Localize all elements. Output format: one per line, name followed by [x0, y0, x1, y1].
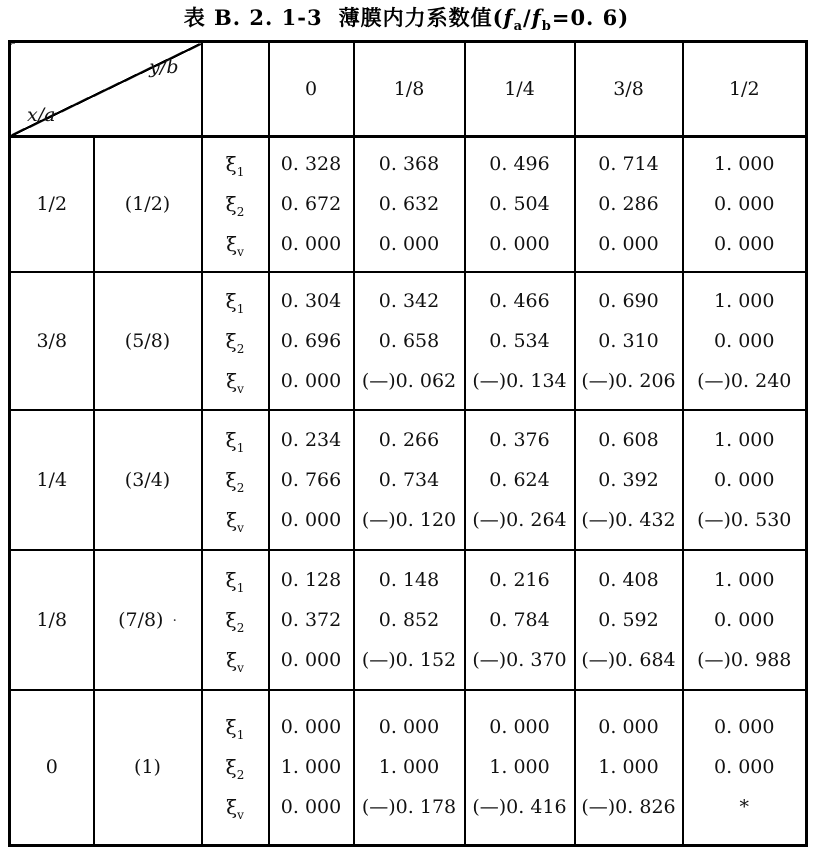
- coef-value: 0. 310: [598, 329, 659, 352]
- coef-value: 0. 000: [280, 508, 342, 531]
- value-cell: [465, 272, 575, 410]
- coef-value: (—)0. 178: [361, 796, 457, 819]
- coef-value: (—)0. 134: [472, 369, 567, 392]
- column-header: 1/2: [683, 42, 807, 137]
- coef-value: 0. 000: [489, 716, 550, 739]
- coef-value: 0. 266: [378, 428, 440, 451]
- xi-row-label: $\xi_v$: [226, 647, 244, 675]
- xi-subscript: v: [237, 660, 244, 675]
- value-cell: [683, 550, 807, 690]
- coef-value: 0. 000: [714, 233, 775, 256]
- xa-cell: 1/4: [10, 410, 94, 550]
- coef-value: 0. 000: [714, 608, 775, 631]
- formula-value: =0. 6: [551, 5, 619, 30]
- coef-value: 0. 000: [280, 233, 342, 256]
- coef-value: (—)0. 206: [581, 369, 676, 392]
- value-cell: [269, 550, 354, 690]
- xa-cell: 1/8: [10, 550, 94, 690]
- xi-symbol-cell: [202, 410, 269, 550]
- value-cell: [683, 690, 807, 846]
- table-number: 表 B. 2. 1-3: [183, 5, 323, 30]
- xi-subscript: 2: [236, 480, 245, 495]
- coef-value: *: [739, 796, 749, 819]
- table-row: [10, 137, 807, 272]
- coef-value: 1. 000: [714, 428, 775, 451]
- formula-sub-a: a: [513, 19, 524, 35]
- coef-value: (—)0. 530: [697, 508, 792, 531]
- coef-value: 0. 766: [280, 468, 342, 491]
- yb-cell: [94, 690, 202, 846]
- xi-subscript: v: [237, 381, 244, 396]
- coef-value: (—)0. 826: [581, 796, 676, 819]
- coef-value: 0. 734: [378, 468, 440, 491]
- coef-value: 0. 392: [598, 468, 659, 491]
- coef-value: 0. 376: [489, 428, 550, 451]
- yb-cell: [94, 550, 202, 690]
- value-cell: [354, 137, 465, 272]
- header-row: [10, 42, 807, 137]
- xi-subscript: v: [237, 245, 244, 260]
- coef-value: 0. 000: [378, 716, 440, 739]
- coef-value: 0. 608: [598, 428, 659, 451]
- coef-value: 0. 372: [280, 608, 342, 631]
- xi-symbol-cell: [202, 272, 269, 410]
- coef-value: 0. 234: [280, 428, 342, 451]
- xi-row-label: $\xi_1$: [225, 427, 245, 455]
- xi-subscript: 2: [236, 205, 245, 220]
- yb-label: (1): [134, 756, 161, 779]
- coef-value: 0. 658: [378, 329, 440, 352]
- coef-value: (—)0. 152: [361, 648, 457, 671]
- xi-symbol-cell: [202, 690, 269, 846]
- xi-subscript: 1: [236, 165, 245, 180]
- coef-value: (—)0. 988: [697, 648, 792, 671]
- column-header: 1/4: [465, 42, 575, 137]
- coef-value: 0. 286: [598, 193, 659, 216]
- yb-label: (3/4): [124, 468, 171, 491]
- column-header: 0: [269, 42, 354, 137]
- coef-value: 0. 148: [378, 568, 440, 591]
- value-cell: [575, 137, 683, 272]
- value-cell: [269, 690, 354, 846]
- coef-value: 1. 000: [378, 756, 440, 779]
- coef-value: 0. 000: [714, 193, 775, 216]
- coef-value: 0. 466: [489, 289, 550, 312]
- xi-subscript: v: [237, 520, 244, 535]
- coef-value: 1. 000: [598, 756, 659, 779]
- column-header: 3/8: [575, 42, 683, 137]
- table-row: [10, 272, 807, 410]
- coef-value: (—)0. 120: [361, 508, 457, 531]
- coef-value: 0. 784: [489, 608, 550, 631]
- xi-row-label: $\xi_1$: [225, 152, 245, 180]
- coef-value: (—)0. 684: [581, 648, 676, 671]
- coef-value: (—)0. 240: [697, 369, 792, 392]
- value-cell: [354, 272, 465, 410]
- coef-value: 0. 000: [714, 716, 775, 739]
- xi-symbol-cell: [202, 137, 269, 272]
- coef-value: 0. 000: [489, 233, 550, 256]
- xi-row-label: $\xi_1$: [225, 715, 245, 743]
- value-cell: [575, 550, 683, 690]
- coefficient-table: [8, 40, 808, 847]
- formula-open-paren: (: [492, 5, 504, 30]
- coef-value: (—)0. 432: [581, 508, 676, 531]
- coef-value: 1. 000: [714, 289, 775, 312]
- table-row: [10, 690, 807, 846]
- xi-subscript: 1: [236, 301, 245, 316]
- formula-divider: /: [523, 5, 532, 30]
- coef-value: 0. 696: [280, 329, 342, 352]
- coef-value: 0. 000: [280, 716, 342, 739]
- xi-row-label: $\xi_2$: [225, 192, 245, 220]
- xi-row-label: $\xi_v$: [226, 795, 244, 823]
- value-cell: [575, 410, 683, 550]
- value-cell: [575, 272, 683, 410]
- xi-subscript: v: [237, 808, 244, 823]
- coef-value: 0. 000: [280, 369, 342, 392]
- xi-subscript: 1: [236, 728, 245, 743]
- yb-cell: [94, 410, 202, 550]
- xi-row-label: $\xi_2$: [225, 328, 245, 356]
- value-cell: [354, 410, 465, 550]
- coef-value: 0. 000: [598, 233, 659, 256]
- xi-subscript: 1: [236, 440, 245, 455]
- coef-value: (—)0. 416: [472, 796, 567, 819]
- coef-value: 0. 328: [280, 153, 342, 176]
- stray-mark: ·: [172, 612, 177, 629]
- xi-subscript: 2: [236, 768, 245, 783]
- coef-value: 0. 000: [280, 648, 342, 671]
- value-cell: [354, 550, 465, 690]
- coef-value: 0. 000: [714, 468, 775, 491]
- coef-value: 1. 000: [489, 756, 550, 779]
- coef-value: 0. 852: [378, 608, 440, 631]
- coef-value: 0. 408: [598, 568, 659, 591]
- value-cell: [683, 410, 807, 550]
- diagonal-header-cell: [10, 42, 202, 137]
- table-row: [10, 410, 807, 550]
- formula-sub-b: b: [541, 19, 552, 35]
- value-cell: [575, 690, 683, 846]
- coef-value: 1. 000: [714, 568, 775, 591]
- coef-value: 0. 690: [598, 289, 659, 312]
- xi-subscript: 2: [236, 341, 245, 356]
- coef-value: 0. 304: [280, 289, 342, 312]
- yb-cell: [94, 272, 202, 410]
- xi-subscript: 1: [236, 580, 245, 595]
- coef-value: 0. 368: [378, 153, 440, 176]
- yb-label: (5/8): [124, 329, 171, 352]
- coef-value: 0. 592: [598, 608, 659, 631]
- xi-row-label: $\xi_2$: [225, 607, 245, 635]
- coef-value: 0. 216: [489, 568, 550, 591]
- value-cell: [354, 690, 465, 846]
- value-cell: [465, 690, 575, 846]
- coef-value: 0. 342: [378, 289, 440, 312]
- table-caption: 薄膜内力系数值: [338, 5, 493, 30]
- yb-cell: [94, 137, 202, 272]
- yb-label: (1/2): [124, 193, 171, 216]
- coef-value: 1. 000: [714, 153, 775, 176]
- value-cell: [269, 137, 354, 272]
- xa-cell: 0: [10, 690, 94, 846]
- coef-value: 0. 000: [598, 716, 659, 739]
- coef-value: 0. 496: [489, 153, 550, 176]
- coef-value: (—)0. 264: [472, 508, 567, 531]
- xi-row-label: $\xi_2$: [225, 755, 245, 783]
- coef-value: 0. 714: [598, 153, 659, 176]
- xi-subscript: 2: [236, 620, 245, 635]
- value-cell: [683, 272, 807, 410]
- xi-row-label: $\xi_1$: [225, 567, 245, 595]
- value-cell: [465, 550, 575, 690]
- value-cell: [465, 410, 575, 550]
- value-cell: [465, 137, 575, 272]
- coef-value: 1. 000: [280, 756, 342, 779]
- diagonal-label-xa: x/a: [27, 104, 56, 126]
- diagonal-label-yb: y/b: [149, 56, 179, 78]
- table-title: [0, 2, 813, 34]
- formula-f-a: f: [503, 5, 514, 30]
- value-cell: [269, 410, 354, 550]
- coef-value: 0. 504: [489, 193, 550, 216]
- xi-row-label: $\xi_1$: [225, 288, 245, 316]
- formula-close-paren: ): [618, 5, 630, 30]
- coef-value: 0. 624: [489, 468, 550, 491]
- coef-value: 0. 128: [280, 568, 342, 591]
- yb-label: (7/8): [118, 608, 164, 631]
- xa-cell: 3/8: [10, 272, 94, 410]
- column-header: 1/8: [354, 42, 465, 137]
- coef-value: 0. 632: [378, 193, 440, 216]
- value-cell: [269, 272, 354, 410]
- xi-row-label: $\xi_v$: [226, 507, 244, 535]
- coef-value: (—)0. 062: [361, 369, 457, 392]
- coef-value: 0. 000: [714, 756, 775, 779]
- xi-row-label: $\xi_v$: [226, 368, 244, 396]
- xi-row-label: $\xi_2$: [225, 467, 245, 495]
- coef-value: (—)0. 370: [472, 648, 567, 671]
- xi-symbol-cell: [202, 550, 269, 690]
- coef-value: 0. 000: [714, 329, 775, 352]
- xi-row-label: $\xi_v$: [226, 232, 244, 260]
- coef-value: 0. 672: [280, 193, 342, 216]
- value-cell: [683, 137, 807, 272]
- table-row: [10, 550, 807, 690]
- formula-f-b: f: [531, 5, 542, 30]
- coef-value: 0. 534: [489, 329, 550, 352]
- symbol-header-cell: [202, 42, 269, 137]
- coef-value: 0. 000: [280, 796, 342, 819]
- xa-cell: 1/2: [10, 137, 94, 272]
- coef-value: 0. 000: [378, 233, 440, 256]
